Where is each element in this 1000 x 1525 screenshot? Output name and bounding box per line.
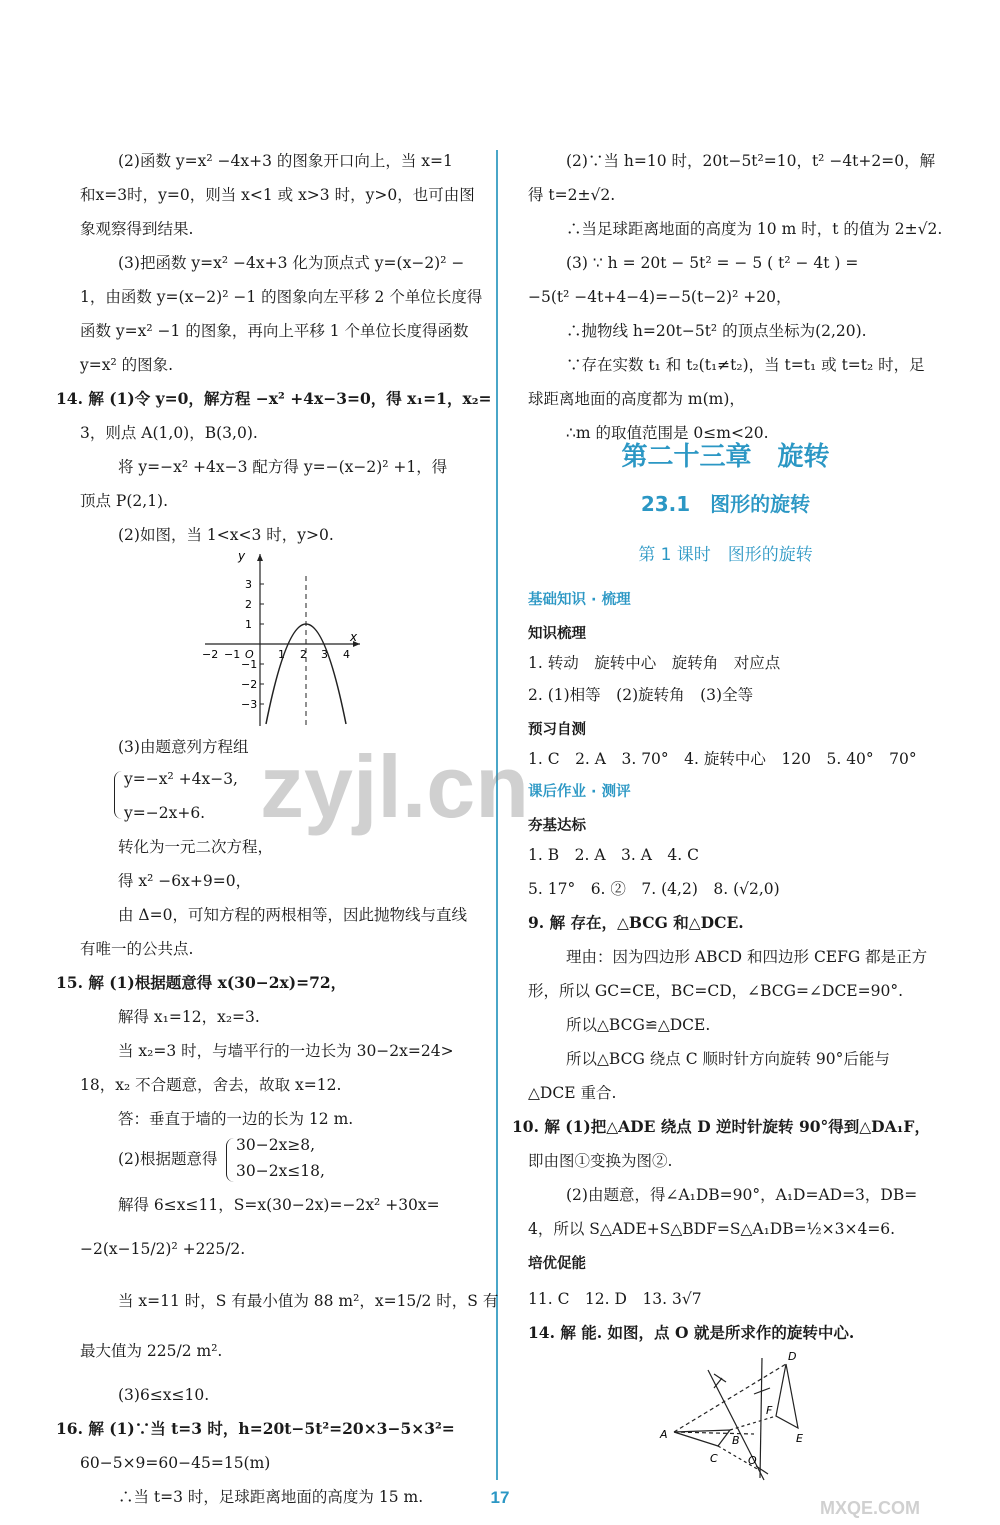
heading-basic: 基础知识 · 梳理 [528,592,631,608]
parabola-graph [200,546,375,731]
text-line: 60−5×9=60−45=15(m) [80,1454,271,1472]
text-line: 30−2x≥8, [236,1136,316,1154]
text-line: (2)如图，当 1<x<3 时，y>0. [118,526,334,544]
text-line: ∴m 的取值范围是 0≤m<20. [566,424,769,442]
text-line: y=−x² +4x−3, [124,770,238,788]
y-tick-label: −3 [241,698,258,711]
text-line: 30−2x≤18, [236,1162,325,1180]
text-line: −5(t² −4t+4−4)=−5(t−2)² +20， [528,288,792,306]
text-line: 形，所以 GC=CE，BC=CD，∠BCG=∠DCE=90°. [528,982,904,1000]
heading-knowledge: 知识梳理 [528,626,586,642]
text-line: 函数 y=x² −1 的图象，再向上平移 1 个单位长度得函数 [80,322,469,340]
text-line: 顶点 P(2,1). [80,492,169,510]
y-tick-label: −1 [241,658,258,671]
point-label: D [788,1350,797,1363]
text-line: (3) ∵ h = 20t − 5t² = − 5 ( t² − 4t ) = [566,254,859,272]
text-line: ∴当 t=3 时，足球距离地面的高度为 15 m. [118,1488,424,1506]
lesson-title: 第 1 课时 图形的旋转 [638,545,813,565]
text-line: 由 Δ=0，可知方程的两根相等，因此抛物线与直线 [118,906,467,924]
section-title: 23.1 图形的旋转 [640,492,811,516]
text-line: 最大值为 225/2 m². [80,1342,223,1360]
y-axis-label: y [238,549,246,563]
x-tick-label: 2 [300,648,307,661]
text-line: 和x=3时，y=0，则当 x<1 或 x>3 时，y>0，也可由图 [80,186,475,204]
watermark: zyjl.cn [260,737,529,836]
text-line: y=−2x+6. [124,804,206,822]
x-tick-label: 3 [321,648,328,661]
text-line: (2)根据题意得 [118,1150,218,1168]
text-line: ∴抛物线 h=20t−5t² 的顶点坐标为(2,20). [566,322,867,340]
question-16: 16. 解 (1)∵当 t=3 时，h=20t−5t²=20×3−5×3²= [56,1419,455,1438]
text-line: 3，则点 A(1,0)，B(3,0). [80,424,258,442]
point-label: B [732,1434,740,1447]
answer-line: 1. B 2. A 3. A 4. C [528,846,699,864]
text-line: 转化为一元二次方程， [118,838,274,856]
heading-preview: 预习自测 [528,722,586,738]
point-label: E [796,1432,803,1445]
text-line: 得 x² −6x+9=0， [118,872,252,890]
text-line: (2)∵当 h=10 时，20t−5t²=10，t² −4t+2=0，解 [566,152,936,170]
text-line: 所以△BCG 绕点 C 顺时针方向旋转 90°后能与 [566,1050,890,1068]
text-line: 答：垂直于墙的一边的长为 12 m. [118,1110,354,1128]
page-number: 17 [490,1488,510,1507]
chapter-title: 第二十三章 旋转 [621,442,830,472]
x-tick-label: 1 [278,648,285,661]
text-line: y=x² 的图象. [80,356,174,374]
question-14-right: 14. 解 能. 如图，点 O 就是所求作的旋转中心. [528,1323,855,1342]
text-line: 18，x₂ 不合题意，舍去，故取 x=12. [80,1076,342,1094]
question-14: 14. 解 (1)令 y=0，解方程 −x² +4x−3=0，得 x₁=1，x₂= [56,389,492,408]
text-line: 有唯一的公共点. [80,940,194,958]
text-line: (2)由题意，得∠A₁DB=90°，A₁D=AD=3，DB= [566,1186,918,1204]
text-line: ∵存在实数 t₁ 和 t₂(t₁≠t₂)，当 t=t₁ 或 t=t₂ 时，足 [566,356,925,374]
y-tick-label: −2 [241,678,258,691]
text-line: 即由图①变换为图②. [528,1152,673,1170]
y-tick-label: 3 [245,578,252,591]
x-tick-label: 4 [343,648,350,661]
point-label: F [766,1404,773,1417]
text-line: (3)6≤x≤10. [118,1386,210,1404]
text-line: 理由：因为四边形 ABCD 和四边形 CEFG 都是正方 [566,948,928,966]
text-line: 球距离地面的高度都为 m(m)， [528,390,745,408]
text-line: (3)把函数 y=x² −4x+3 化为顶点式 y=(x−2)² − [118,254,465,272]
x-tick-label: O [245,648,254,661]
watermark: MXQE.COM [820,1498,921,1518]
heading-homework: 课后作业 · 测评 [528,784,631,800]
x-tick-label: −1 [224,648,241,661]
text-line: (2)函数 y=x² −4x+3 的图象开口向上，当 x=1 [118,152,453,170]
text-line: 象观察得到结果. [80,220,194,238]
x-tick-label: −2 [202,648,219,661]
text-line: 得 t=2±√2. [528,186,616,204]
text-line: 当 x=11 时，S 有最小值为 88 m²，x=15/2 时，S 有 [118,1292,499,1310]
point-label: A [660,1428,668,1441]
answer-line: 2. (1)相等 (2)旋转角 (3)全等 [528,686,754,704]
question-15: 15. 解 (1)根据题意得 x(30−2x)=72， [56,973,347,992]
text-line: 所以△BCG≌△DCE. [566,1016,711,1034]
text-line: 将 y=−x² +4x−3 配方得 y=−(x−2)² +1，得 [118,458,448,476]
heading-improve: 培优促能 [528,1256,586,1272]
rotation-figure [658,1348,838,1483]
text-line: 当 x₂=3 时，与墙平行的一边长为 30−2x=24> [118,1042,454,1060]
question-9: 9. 解 存在，△BCG 和△DCE. [528,913,744,932]
text-line: ∴当足球距离地面的高度为 10 m 时，t 的值为 2±√2. [566,220,943,238]
y-tick-label: 2 [245,598,252,611]
text-line: (3)由题意列方程组 [118,738,249,756]
answer-line: 1. C 2. A 3. 70° 4. 旋转中心 120 5. 40° 70° [528,750,917,768]
heading-foundation: 夯基达标 [528,818,586,834]
text-line: △DCE 重合. [528,1084,617,1102]
point-label: C [710,1452,718,1465]
answer-line: 5. 17° 6. ② 7. (4,2) 8. (√2,0) [528,880,780,898]
text-line: 解得 x₁=12，x₂=3. [118,1008,260,1026]
text-line: 1，由函数 y=(x−2)² −1 的图象向左平移 2 个单位长度得 [80,288,483,306]
brace [226,1138,235,1182]
text-line: −2(x−15/2)² +225/2. [80,1240,246,1258]
text-line: 4，所以 S△ADE+S△BDF=S△A₁DB=½×3×4=6. [528,1220,896,1238]
answer-line: 11. C 12. D 13. 3√7 [528,1290,702,1308]
answer-line: 1. 转动 旋转中心 旋转角 对应点 [528,654,781,672]
x-axis-label: x [350,630,358,644]
y-tick-label: 1 [245,618,252,631]
question-10: 10. 解 (1)把△ADE 绕点 D 逆时针旋转 90°得到△DA₁F， [512,1117,930,1136]
point-label: O [748,1454,757,1467]
text-line: 解得 6≤x≤11，S=x(30−2x)=−2x² +30x= [118,1196,440,1214]
